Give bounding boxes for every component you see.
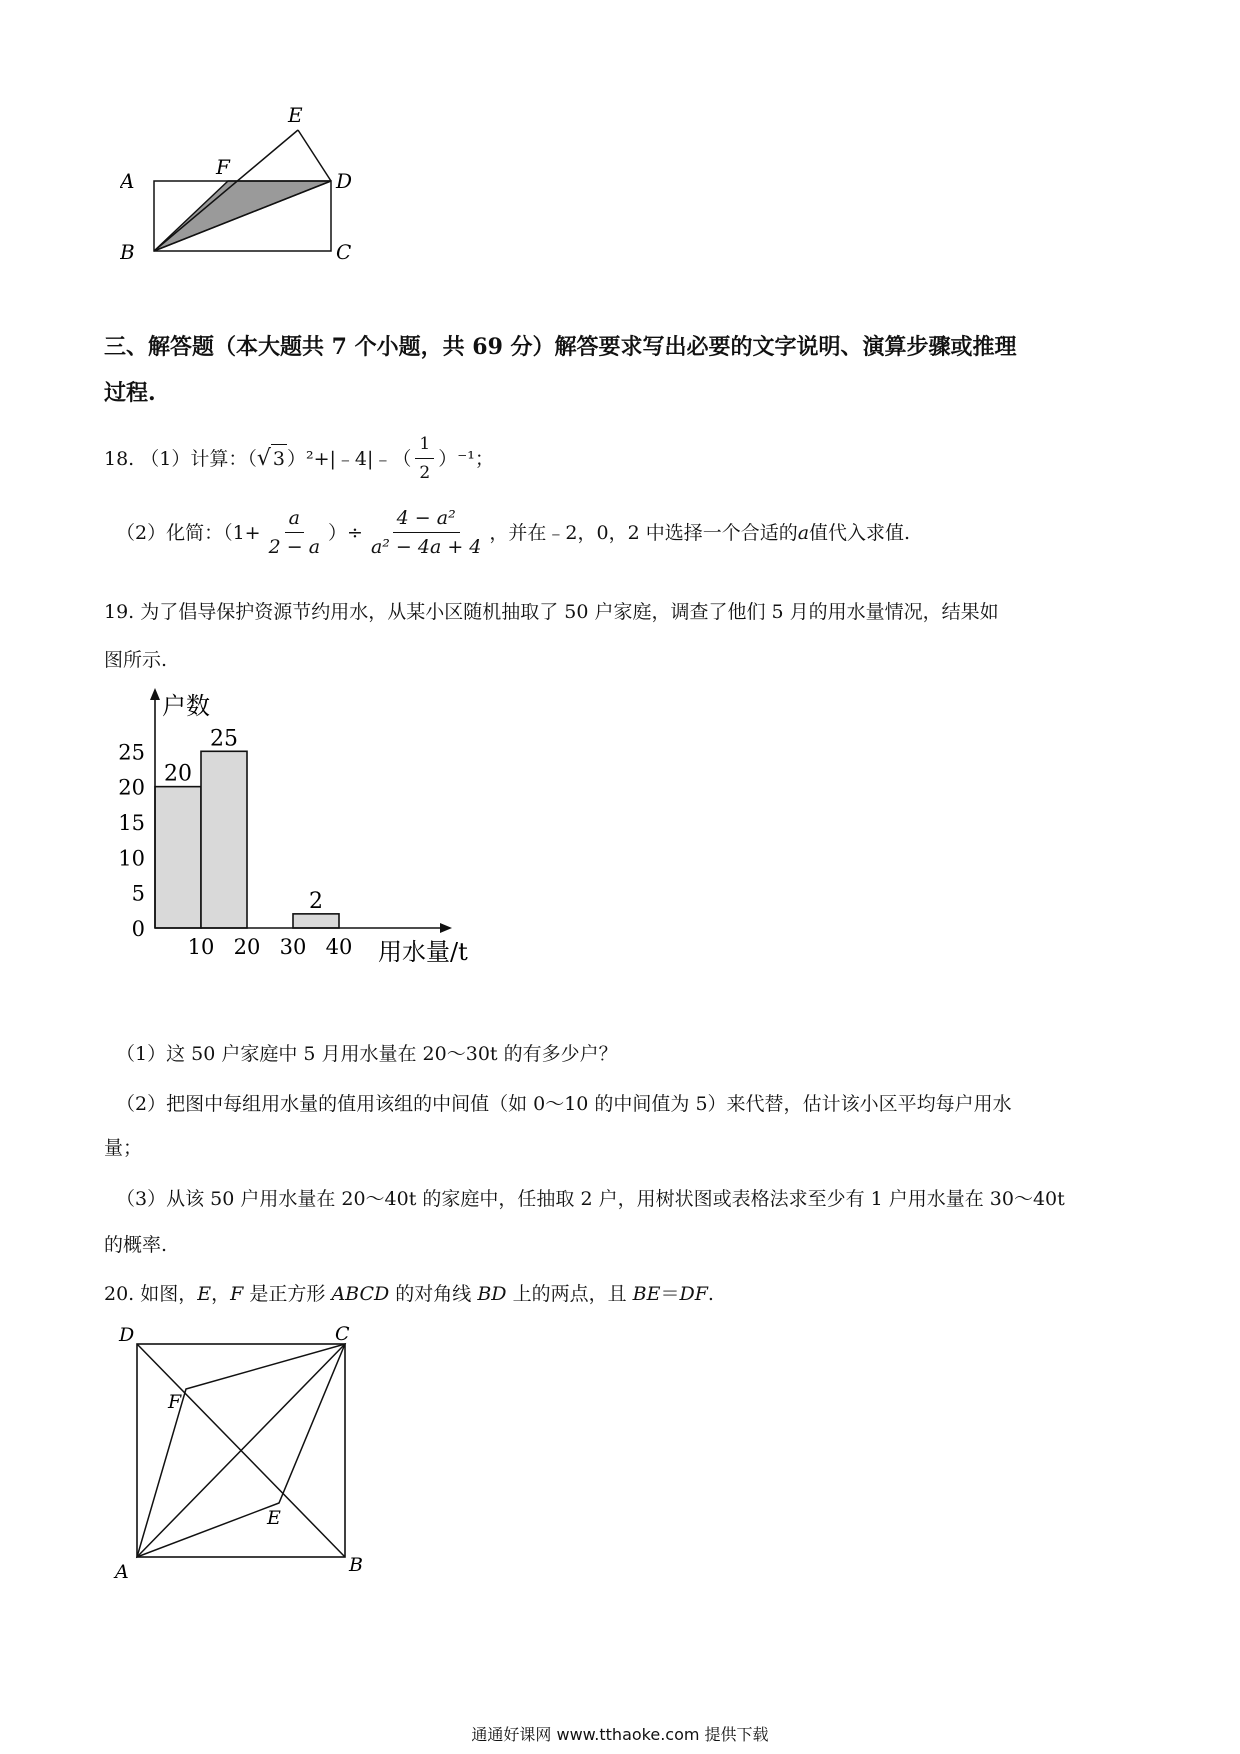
q18-p1-suffix: ）⁻¹；	[438, 447, 494, 470]
figure-rectangle-triangle	[120, 100, 420, 300]
label-b: B	[120, 240, 135, 264]
q19-sub2-line2: 量；	[104, 1137, 143, 1159]
y-axis-arrow-icon	[150, 688, 160, 700]
q18-p2-fraction2	[367, 506, 485, 559]
q19-sub3-line2: 的概率.	[104, 1234, 168, 1256]
label-c: C	[335, 1323, 350, 1345]
q20-stem-df: DF	[679, 1283, 708, 1305]
q20-stem-abcd: ABCD	[331, 1283, 390, 1305]
q19-sub2-line1: （2）把图中每组用水量的值用该组的中间值（如 0～10 的中间值为 5）来代替，估计该小区平均每户用水	[116, 1093, 1012, 1115]
y-tick-label: 20	[118, 775, 145, 800]
label-e: E	[267, 1507, 281, 1529]
q18-p2-suffix2: 值代入求值.	[809, 521, 911, 544]
bar-data-label: 25	[210, 726, 238, 752]
q18-part1	[104, 432, 494, 485]
q18-p2-frac1-num: a	[285, 506, 304, 533]
q18-p2-mid: ）÷	[328, 521, 363, 544]
line-ed	[298, 130, 331, 181]
q18-part2	[116, 506, 910, 559]
x-axis-arrow-icon	[440, 923, 452, 933]
q18-p2-frac2-num: 4 − a²	[393, 506, 460, 533]
y-tick-label: 25	[118, 740, 145, 765]
q18-p2-suffix1: ，并在﹣2，0，2 中选择一个合适的	[489, 521, 798, 544]
q18-p2-var: a	[797, 521, 810, 544]
histogram-bar-0-10	[155, 787, 201, 928]
q20-stem-bd: BD	[477, 1283, 507, 1305]
label-f: F	[168, 1391, 182, 1413]
q20-stem-f: F	[230, 1283, 244, 1305]
label-a: A	[120, 169, 135, 193]
section-heading-line2: 过程.	[104, 380, 156, 406]
label-c: C	[336, 240, 352, 264]
sqrt-symbol: √	[256, 445, 271, 471]
bar-data-label: 20	[164, 761, 192, 787]
label-d: D	[336, 169, 353, 193]
bar-data-label: 2	[309, 888, 323, 914]
x-tick-label: 20	[233, 935, 261, 959]
section-heading-line1: 三、解答题（本大题共 7 个小题，共 69 分）解答要求写出必要的文字说明、演算步骤或推理	[104, 334, 1017, 360]
section-heading	[104, 330, 1017, 410]
q18-p2-frac2-den: a² − 4a + 4	[370, 536, 482, 558]
label-b: B	[349, 1554, 363, 1576]
q18-p2-frac1-den: 2 − a	[268, 536, 321, 558]
q20-stem-be: BE	[632, 1283, 661, 1305]
q19-stem	[104, 598, 999, 674]
q19-sub3-line1: （3）从该 50 户用水量在 20～40t 的家庭中，任抽取 2 户，用树状图或表格法求至少有 1 户用水量在 30～40t	[116, 1188, 1065, 1210]
q18-p1-prefix: 18. （1）计算：（	[104, 447, 257, 470]
x-tick-label: 40	[325, 935, 353, 959]
q20-stem	[104, 1280, 714, 1308]
y-tick-label: 0	[131, 917, 145, 941]
q19-stem-line1: 19. 为了倡导保护资源节约用水，从某小区随机抽取了 50 户家庭，调查了他们 5 月的用水量情况，结果如	[104, 601, 999, 623]
q20-stem-e: E	[197, 1283, 212, 1305]
label-d: D	[119, 1324, 135, 1346]
y-tick-label: 10	[118, 846, 145, 871]
q20-stem-5: 上的两点，且	[506, 1283, 633, 1305]
y-tick-label: 15	[118, 810, 145, 835]
histogram-bar-30-40	[293, 914, 339, 928]
page-footer: 通通好课网 www.tthaoke.com 提供下载	[471, 1725, 769, 1744]
q18-p1-radicand: 3	[271, 444, 287, 473]
histogram-bar-10-20	[201, 751, 247, 928]
q20-stem-4: 的对角线	[389, 1283, 478, 1305]
x-tick-label: 10	[187, 935, 215, 959]
label-e: E	[288, 103, 303, 127]
y-tick-label: 5	[131, 881, 145, 906]
q18-p1-fraction	[415, 432, 434, 485]
x-tick-label: 30	[279, 935, 307, 959]
q18-p2-prefix: （2）化简：（1+	[116, 521, 261, 544]
q18-p1-frac-den: 2	[419, 463, 431, 483]
q20-stem-2: ，	[211, 1283, 231, 1305]
q19-sub2	[104, 1090, 1012, 1162]
q20-stem-3: 是正方形	[243, 1283, 332, 1305]
y-axis-label: 户数	[162, 692, 210, 720]
x-axis-label: 用水量/t	[378, 938, 468, 966]
q18-p2-fraction1	[265, 506, 324, 559]
figure-square-abcd	[105, 1320, 365, 1580]
q19-stem-line2: 图所示.	[104, 649, 168, 671]
label-a: A	[115, 1561, 129, 1580]
q20-stem-6: ＝	[660, 1283, 680, 1305]
q19-sub1: （1）这 50 户家庭中 5 月用水量在 20～30t 的有多少户？	[116, 1043, 618, 1065]
q18-p1-mid: ）²+|﹣4|﹣（	[286, 447, 412, 470]
q19-sub3	[104, 1185, 1065, 1259]
water-usage-histogram	[110, 680, 490, 970]
q20-stem-7: .	[707, 1283, 714, 1305]
q20-stem-1: 20. 如图，	[104, 1283, 198, 1305]
q18-p1-frac-num: 1	[415, 432, 434, 459]
label-f: F	[216, 155, 230, 179]
